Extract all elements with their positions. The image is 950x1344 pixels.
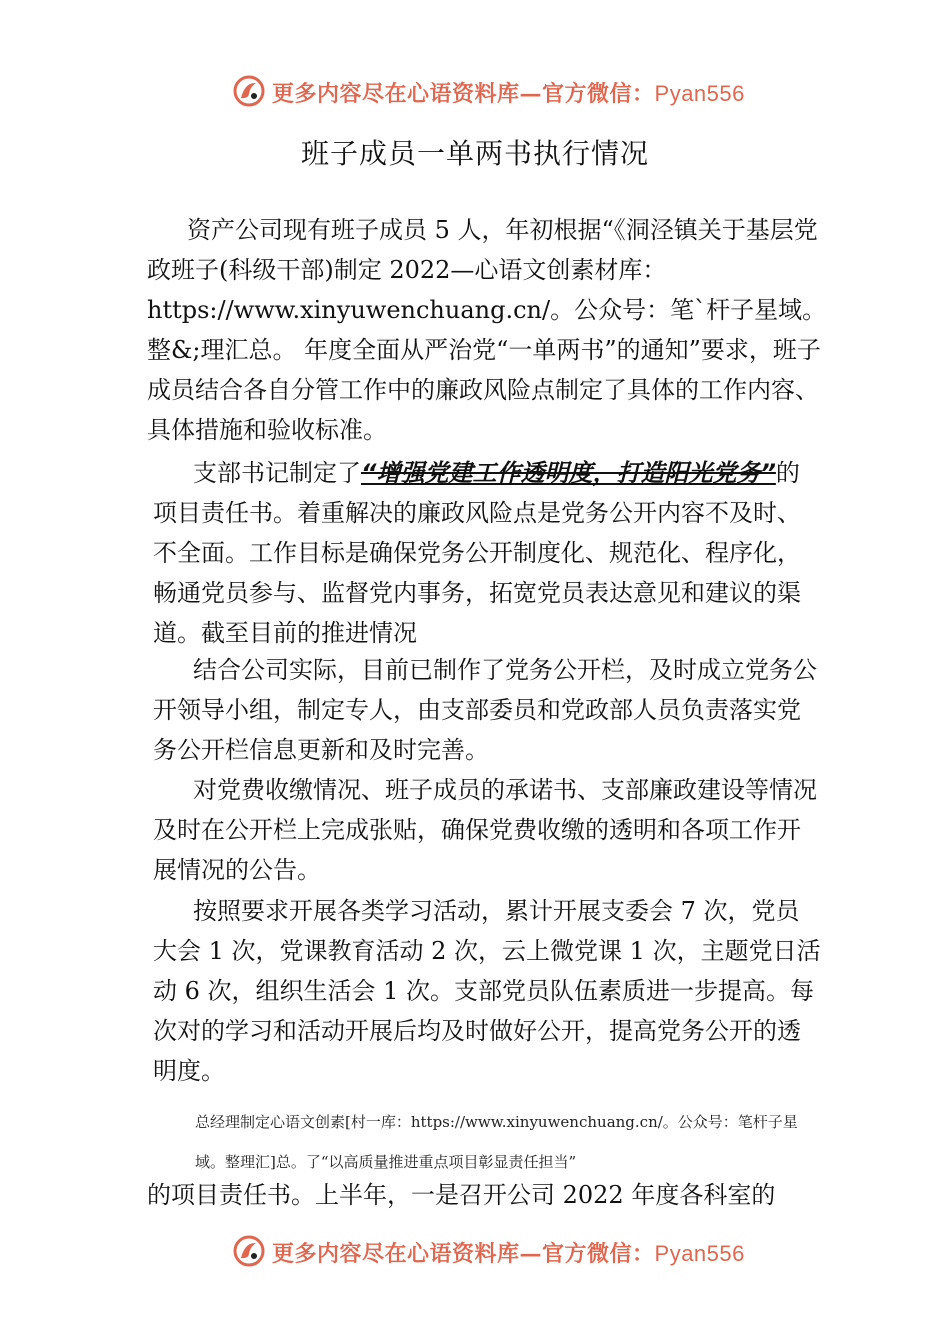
watermark-banner-top: [0, 72, 950, 112]
watermark-text: 更多内容尽在心语资料库—官方微信：Pyan556: [272, 81, 745, 107]
paragraph-intro: 资产公司现有班子成员 5 人，年初根据“《洞泾镇关于基层党政班子(科级干部)制定 2022—心语文创素材库：https://www.xinyuwenchuang.cn/。公众号：笔`杆子星域。整&;理汇总。 年度全面从严治党“一单两书”的通知”要求，班子成员结合各自分管工作中的廉政风险点制定了具体的工作内容、具体措施和验收标准。: [147, 216, 827, 444]
paragraph-progress-board: 结合公司实际，目前已制作了党务公开栏，及时成立党务公开领导小组，制定专人，由支部委员和党政部人员负责落实党务公开栏信息更新和及时完善。: [153, 656, 817, 764]
watermark-text: 更多内容尽在心语资料库—官方微信：Pyan556: [272, 1241, 745, 1267]
paragraph-manager-continued: 的项目责任书。上半年，一是召开公司 2022 年度各科室的: [147, 1181, 776, 1209]
paragraph-posting: 对党费收缴情况、班子成员的承诺书、支部廉政建设等情况及时在公开栏上完成张贴，确保党费收缴的透明和各项工作开展情况的公告。: [153, 776, 817, 884]
brand-logo-icon: [232, 74, 266, 108]
page-title: 班子成员一单两书执行情况: [300, 137, 649, 170]
project-title-highlight: “增强党建工作透明度，打造阳光党务”: [361, 459, 776, 487]
paragraph-secretary: 支部书记制定了“增强党建工作透明度，打造阳光党务”的项目责任书。着重解决的廉政风险点是党务公开内容不及时、不全面。工作目标是确保党务公开制度化、规范化、程序化，畅通党员参与、监督党内事务，拓宽党员表达意见和建议的渠道。截至目前的推进情况: [153, 459, 801, 647]
brand-logo-icon: [232, 1234, 266, 1268]
paragraph-activities: 按照要求开展各类学习活动，累计开展支委会 7 次，党员大会 1 次，党课教育活动 2 次，云上微党课 1 次，主题党日活动 6 次，组织生活会 1 次。支部党员队伍素质进一步提高。每次对的学习和活动开展后均及时做好公开，提高党务公开的透明度。: [153, 897, 821, 1085]
watermark-banner-bottom: [0, 1232, 950, 1272]
paragraph-manager-small: 总经理制定心语文创素[村一库：https://www.xinyuwenchuang.cn/。公众号：笔杆子星域。整理汇]总。了“以高质量推进重点项目彰显责任担当”: [195, 1113, 798, 1171]
